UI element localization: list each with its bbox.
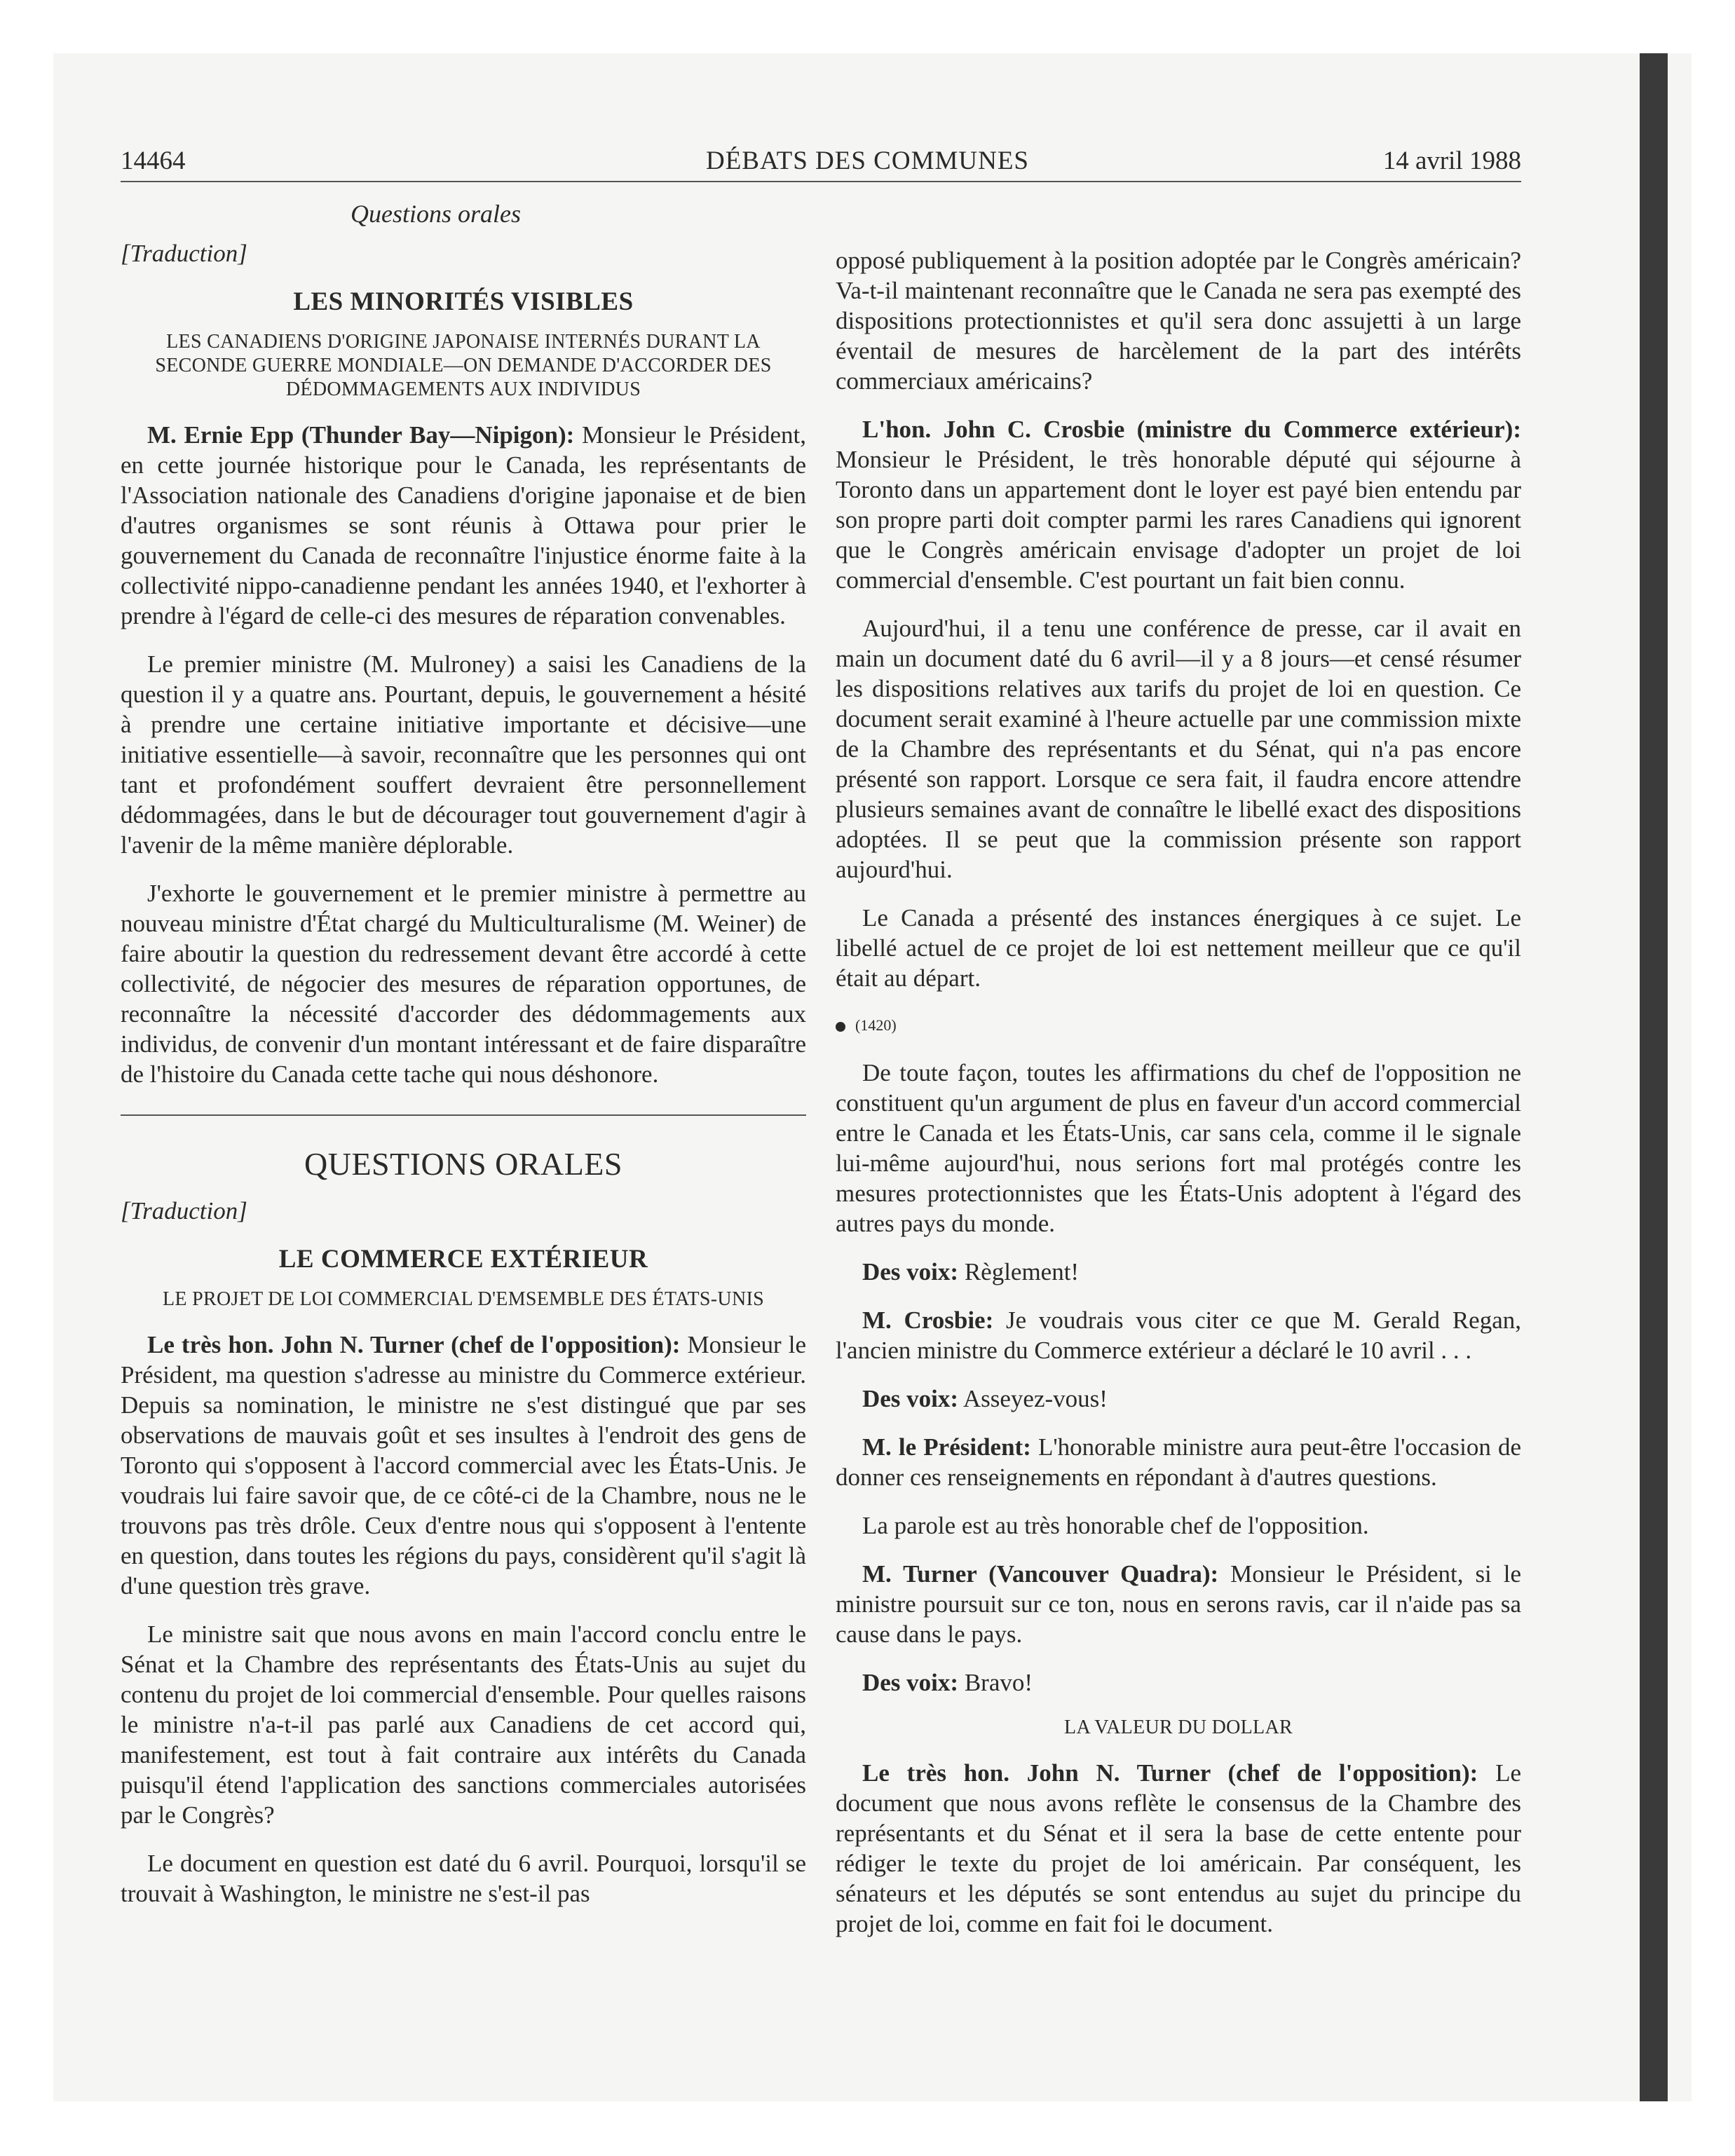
paragraph: Le Canada a présenté des instances énergiques à ce sujet. Le libellé actuel de ce projet de loi est nettement meilleur que ce qu'il était au départ. [836, 904, 1521, 992]
paragraph: Aujourd'hui, il a tenu une conférence de presse, car il avait en main un document daté du 6 avril—il y a 8 jours—et censé résumer les dispositions relatives aux tarifs du projet de loi en question. Ce document serait examiné à l'heure actuelle par une commission mixte de la Chambre des représentants et du Sénat, qui n'a pas encore présenté son rapport. Lorsque ce sera fait, il faudra encore attendre plusieurs semaines avant de connaître le libellé exact des dispositions adoptées. Il se peut que la commission présente son rapport aujourd'hui. [836, 615, 1521, 883]
paragraph [121, 1330, 806, 1601]
paragraph: J'exhorte le gouvernement et le premier ministre à permettre au nouveau ministre d'État chargé du Multiculturalisme (M. Weiner) de faire aboutir la question du redressement devant être accordé à cette collectivité, de négocier des mesures de réparation opportunes, de reconnaître la nécessité d'accorder des dédommagements aux individus, de convenir d'un montant intéressant et de faire disparaître de l'histoire du Canada cette tache qui nous déshonore. [121, 880, 806, 1088]
section-divider [121, 1114, 806, 1116]
subsection-heading: LA VALEUR DU DOLLAR [1064, 1717, 1293, 1738]
paragraph [836, 1257, 1521, 1287]
section-heading: LE COMMERCE EXTÉRIEUR [278, 1245, 648, 1274]
paragraph: Le premier ministre (M. Mulroney) a saisi les Canadiens de la question il y a quatre ans. Pourtant, depuis, le gouvernement a hésité à prendre une certaine initiative importante et décisive—une initiative essentielle—à savoir, reconnaître que les personnes qui ont tant et profondément souffert devraient être personnellement dédommagées, dans le but de décourager tout gouvernement d'agir à l'avenir de la même manière déplorable. [121, 650, 806, 859]
paragraph [836, 414, 1521, 595]
speaker: L'hon. John C. Crosbie (ministre du Commerce extérieur): [862, 416, 1521, 443]
page-date: 14 avril 1988 [1382, 146, 1521, 175]
speech-text: Le document que nous avons reflète le consensus de la Chambre des représentants et du Sénat et il sera la base de cette entente pour rédiger le texte du projet de loi américain. Par conséquent, les sénateurs et les députés se sont entendus au sujet du principe du projet de loi, comme en fait foi le document. [836, 1759, 1521, 1937]
paragraph [836, 1758, 1521, 1939]
subsection-heading: LES CANADIENS D'ORIGINE JAPONAISE INTERNÉS DURANT LA SECONDE GUERRE MONDIALE—ON DEMANDE D'ACCORDER DES DÉDOMMAGEMENTS AUX INDIVIDUS [155, 331, 772, 400]
paragraph [836, 1559, 1521, 1649]
speaker: M. Ernie Epp (Thunder Bay—Nipigon): [147, 421, 575, 449]
speech-text: Monsieur le Président, ma question s'adresse au ministre du Commerce extérieur. Depuis sa nomination, le ministre ne s'est distingué que par ses observations de mauvais goût et ses insultes à l'endroit des gens de Toronto qui s'opposent à l'accord commercial avec les États-Unis. Je voudrais lui faire savoir que, de ce côté-ci de la Chambre, nous ne le trouvons pas très drôle. Ceux d'entre nous qui s'opposent à l'entente en question, dans toutes les régions du pays, considèrent qu'il s'agit là d'une question très grave. [121, 1331, 806, 1599]
speaker: Des voix: [862, 1258, 959, 1285]
paragraph: Le document en question est daté du 6 avril. Pourquoi, lorsqu'il se trouvait à Washington, le ministre ne s'est-il pas [121, 1850, 806, 1907]
paragraph [836, 1432, 1521, 1492]
speech-text: Bravo! [958, 1669, 1033, 1696]
paragraph: Le ministre sait que nous avons en main l'accord conclu entre le Sénat et la Chambre des représentants des États-Unis au sujet du contenu du projet de loi commercial d'ensemble. Pour quelles raisons le ministre n'a-t-il pas parlé aux Canadiens de cet accord qui, manifestement, est tout à fait contraire aux intérêts du Canada puisqu'il étend l'application des sanctions commerciales autorisées par le Congrès? [121, 1621, 806, 1829]
scan-edge-shadow [1640, 53, 1668, 2101]
speaker: Le très hon. John N. Turner (chef de l'opposition): [862, 1759, 1478, 1787]
translation-note: [Traduction] [121, 240, 247, 267]
paragraph [836, 1384, 1521, 1414]
paragraph: De toute façon, toutes les affirmations du chef de l'opposition ne constituent qu'un argument de plus en faveur d'un accord commercial entre le Canada et les États-Unis, car sans cela, comme il le signale lui-même aujourd'hui, nous serions fort mal protégés contre les mesures protectionnistes que les États-Unis adoptent à l'égard des autres pays du monde. [836, 1059, 1521, 1237]
page-number: 14464 [121, 146, 186, 175]
speaker: M. le Président: [862, 1433, 1031, 1461]
speech-text: L'honorable ministre aura peut-être l'occasion de donner ces renseignements en répondant à d'autres questions. [836, 1433, 1521, 1491]
time-marker [836, 1011, 1521, 1039]
bullet-icon [836, 1022, 845, 1032]
translation-note: [Traduction] [121, 1197, 247, 1224]
speaker: Des voix: [862, 1385, 959, 1412]
speech-text: Asseyez-vous! [958, 1385, 1108, 1412]
paragraph: La parole est au très honorable chef de l'opposition. [862, 1512, 1369, 1539]
major-heading: QUESTIONS ORALES [304, 1146, 622, 1182]
subsection-heading: LE PROJET DE LOI COMMERCIAL D'EMSEMBLE DES ÉTATS-UNIS [163, 1288, 764, 1310]
speaker: Le très hon. John N. Turner (chef de l'opposition): [147, 1331, 681, 1358]
section-heading: LES MINORITÉS VISIBLES [293, 287, 634, 316]
speaker: M. Turner (Vancouver Quadra): [862, 1560, 1219, 1588]
header-rule [121, 181, 1521, 182]
speech-text: Monsieur le Président, si le ministre poursuit sur ce ton, nous en serons ravis, car il n'aide pas sa cause dans le pays. [836, 1560, 1521, 1648]
paragraph [836, 1305, 1521, 1365]
time-marker-text: (1420) [855, 1016, 897, 1034]
paragraph: opposé publiquement à la position adoptée par le Congrès américain? Va-t-il maintenant reconnaître que le Canada ne sera pas exempté des dispositions protectionnistes et qu'il sera donc assujetti à un large éventail de mesures de harcèlement de la part des intérêts commerciaux américains? [836, 247, 1521, 395]
left-column [121, 238, 806, 1927]
speech-text: Règlement! [958, 1258, 1080, 1285]
speech-text: Monsieur le Président, en cette journée historique pour le Canada, les représentants de l'Association nationale des Canadiens d'origine japonaise et de bien d'autres organismes se sont réunis à Ottawa pour prier le gouvernement du Canada de reconnaître l'injustice énorme faite à la collectivité nippo-canadienne pendant les années 1940, et l'exhorter à prendre à l'égard de celle-ci des mesures de réparation convenables. [121, 421, 806, 629]
speech-text: Je voudrais vous citer ce que M. Gerald Regan, l'ancien ministre du Commerce extérieur a déclaré le 10 avril . . . [836, 1306, 1521, 1364]
paragraph [836, 1667, 1521, 1698]
speaker: M. Crosbie: [862, 1306, 994, 1334]
speaker: Des voix: [862, 1669, 959, 1696]
publication-title: DÉBATS DES COMMUNES [705, 146, 1029, 175]
right-column [836, 245, 1521, 1957]
running-head: Questions orales [351, 200, 521, 228]
speech-text: Monsieur le Président, le très honorable député qui séjourne à Toronto dans un appartement dont le loyer est payé bien entendu par son propre parti doit compter parmi les rares Canadiens qui ignorent que le Congrès américain envisage d'adopter un projet de loi commercial d'ensemble. C'est pourtant un fait bien connu. [836, 446, 1521, 594]
paragraph [121, 420, 806, 631]
